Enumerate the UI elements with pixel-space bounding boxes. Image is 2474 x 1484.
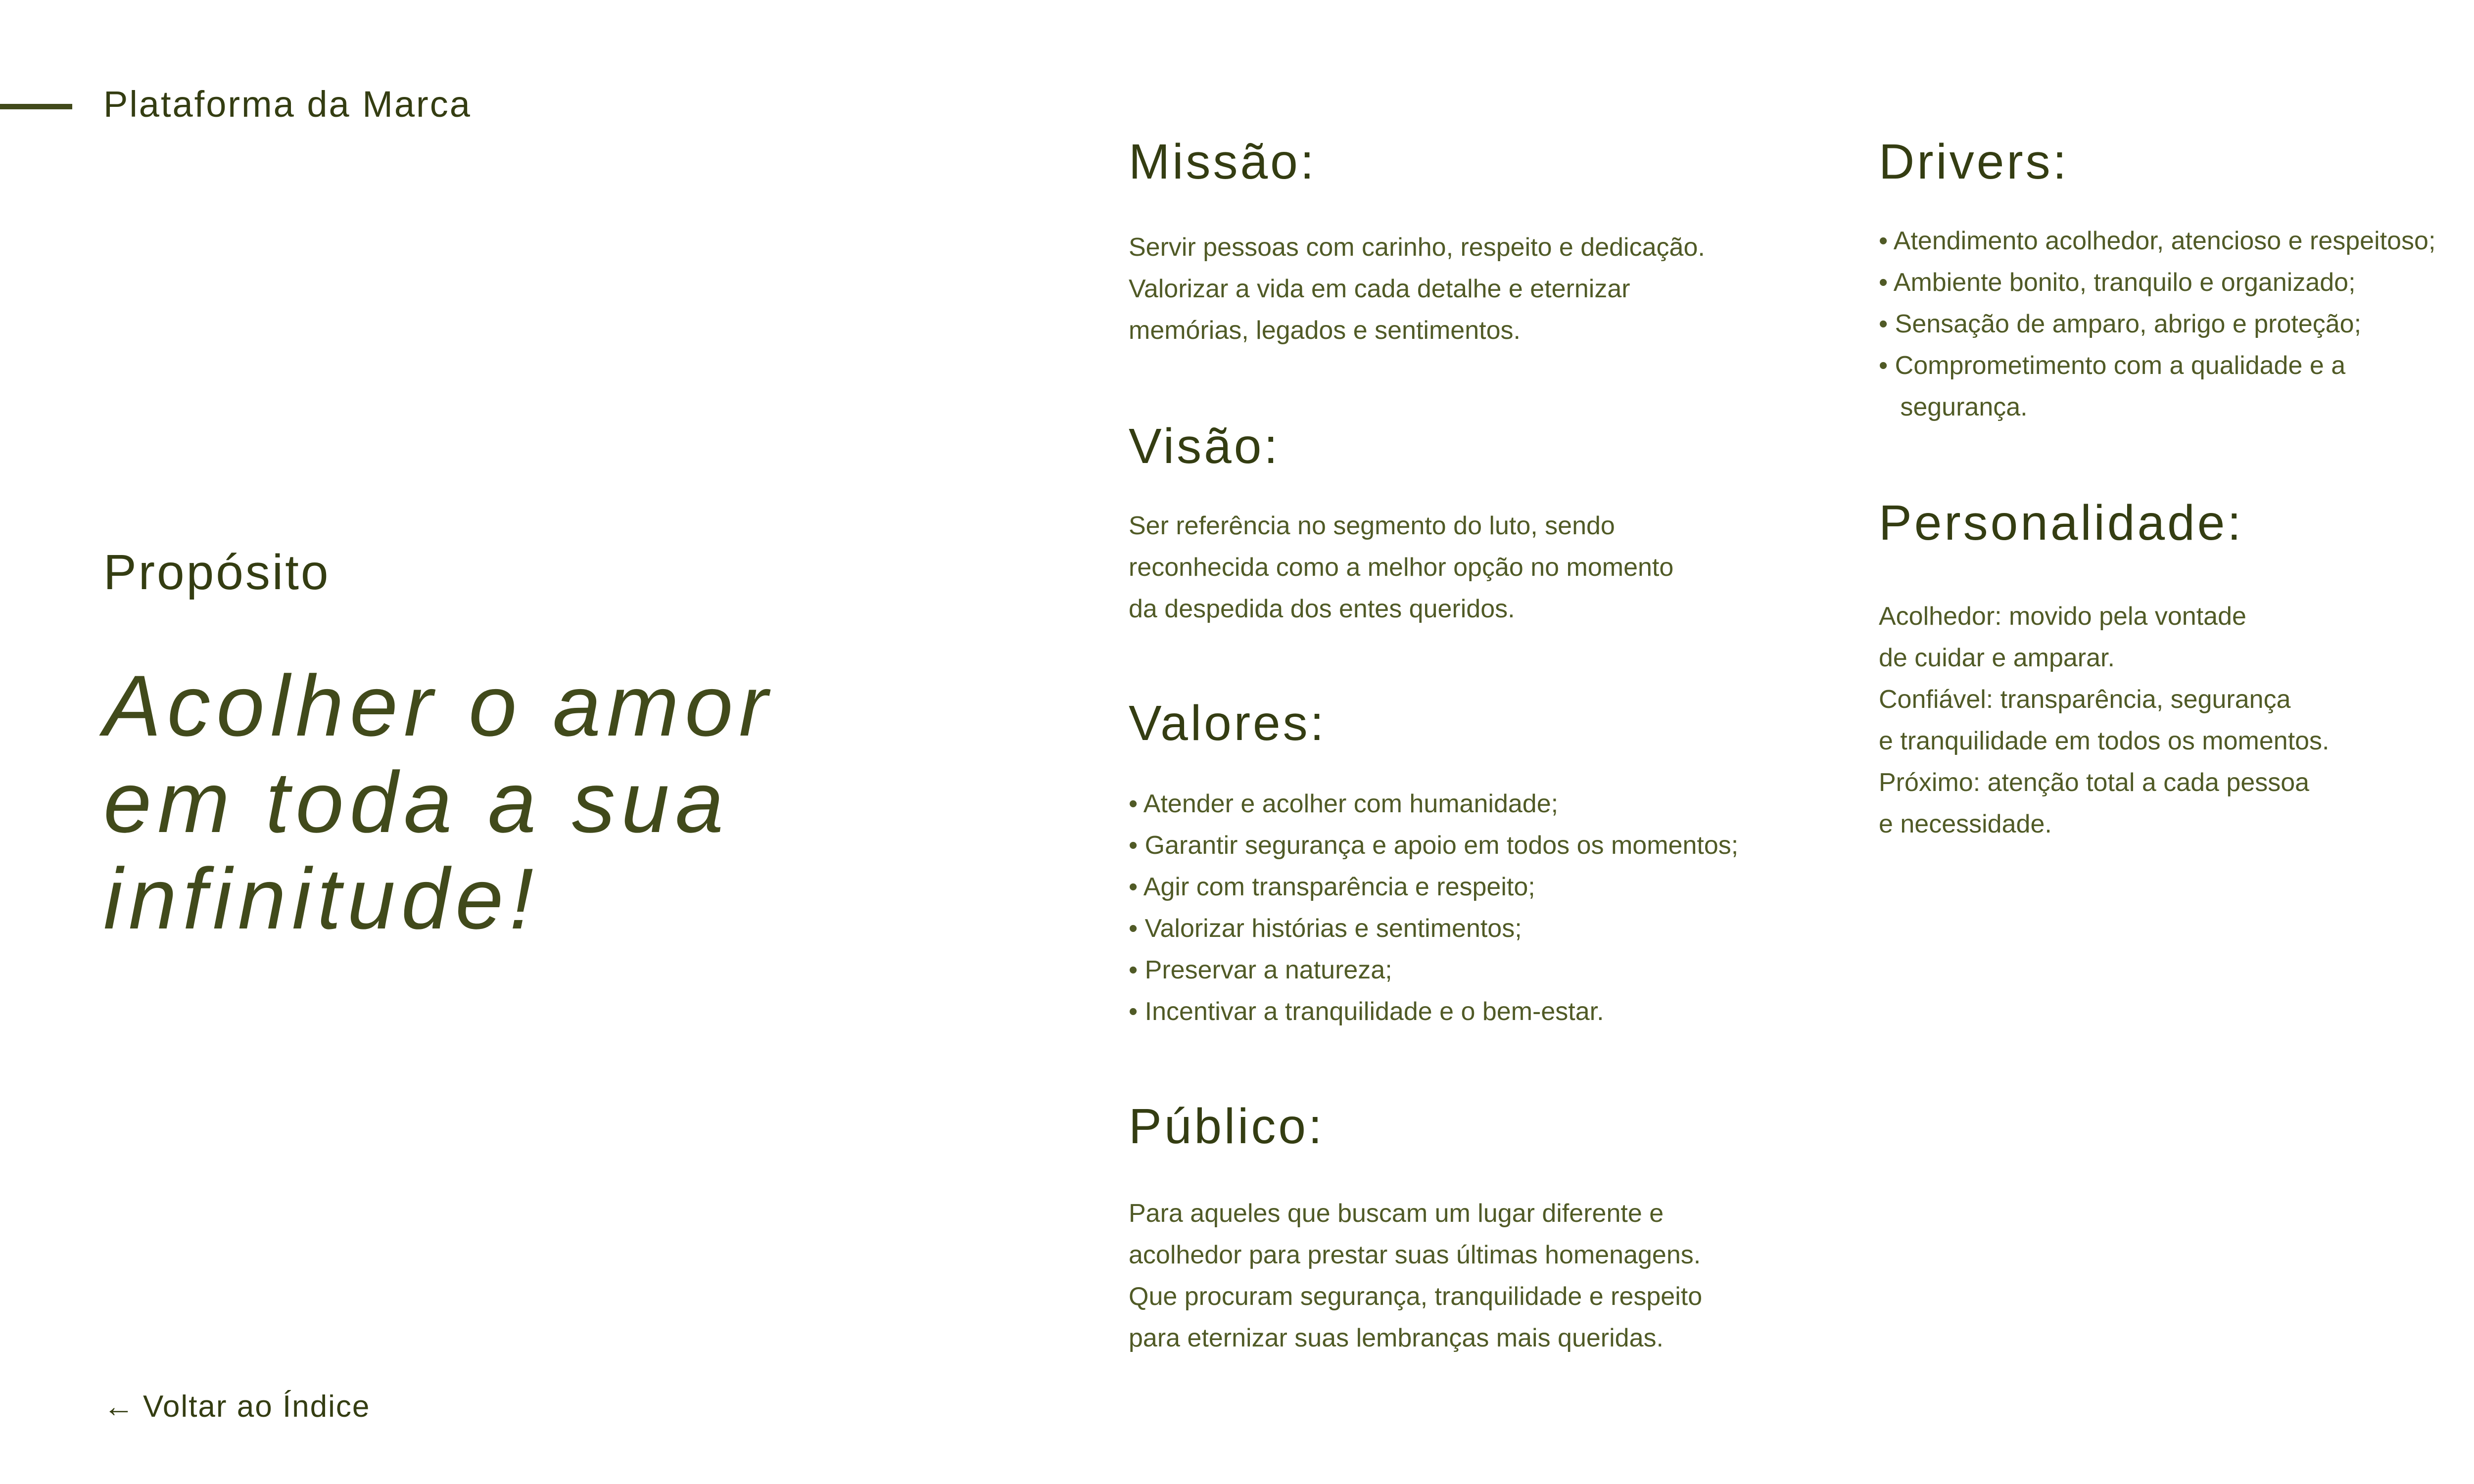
valores-item: • Atender e acolher com humanidade; (1129, 789, 1559, 818)
drivers-title: Drivers: (1879, 134, 2069, 189)
publico-line: Que procuram segurança, tranquilidade e respeito (1129, 1282, 1703, 1311)
arrow-left-icon: ← (103, 1390, 135, 1424)
personalidade-line: Próximo: atenção total a cada pessoa (1879, 768, 2310, 797)
personalidade-line: e tranquilidade em todos os momentos. (1879, 727, 2330, 755)
drivers-item: • Comprometimento com a qualidade e a (1879, 351, 2346, 380)
missao-body (1129, 227, 1705, 351)
personalidade-body (1879, 596, 2330, 845)
visao-line: Ser referência no segmento do luto, sendo (1129, 511, 1615, 540)
visao-line: reconhecida como a melhor opção no momento (1129, 553, 1674, 582)
valores-item: • Valorizar histórias e sentimentos; (1129, 914, 1522, 943)
missao-line: Valorizar a vida em cada detalhe e eternizar (1129, 275, 1630, 303)
valores-item: • Incentivar a tranquilidade e o bem-estar. (1129, 997, 1604, 1026)
publico-body (1129, 1193, 1702, 1359)
missao-line: memórias, legados e sentimentos. (1129, 316, 1521, 345)
personalidade-line: e necessidade. (1879, 810, 2052, 838)
missao-line: Servir pessoas com carinho, respeito e dedicação. (1129, 233, 1705, 262)
publico-line: acolhedor para prestar suas últimas homenagens. (1129, 1241, 1701, 1269)
drivers-item: • Sensação de amparo, abrigo e proteção; (1879, 310, 2362, 338)
drivers-item: segurança. (1879, 393, 2028, 421)
valores-item: • Agir com transparência e respeito; (1129, 873, 1535, 901)
valores-item: • Garantir segurança e apoio em todos os momentos; (1129, 831, 1739, 860)
back-to-index-link[interactable] (103, 1389, 370, 1424)
drivers-item: • Ambiente bonito, tranquilo e organizado; (1879, 268, 2356, 297)
valores-title: Valores: (1129, 696, 1327, 751)
visao-line: da despedida dos entes queridos. (1129, 595, 1515, 623)
purpose-line: infinitude! (103, 851, 540, 947)
missao-title: Missão: (1129, 134, 1317, 189)
personalidade-line: Confiável: transparência, segurança (1879, 685, 2291, 714)
drivers-item: • Atendimento acolhedor, atencioso e respeitoso; (1879, 227, 2436, 255)
page-title: Plataforma da Marca (103, 84, 472, 125)
visao-body (1129, 505, 1673, 630)
publico-line: para eternizar suas lembranças mais queridas. (1129, 1324, 1664, 1352)
valores-list (1129, 783, 1738, 1032)
purpose-statement (103, 658, 846, 947)
purpose-line: Acolher o amor (103, 658, 774, 754)
purpose-line: em toda a sua (103, 754, 730, 851)
publico-line: Para aqueles que buscam um lugar diferente e (1129, 1199, 1664, 1228)
back-to-index-label: Voltar ao Índice (143, 1390, 371, 1424)
valores-item: • Preservar a natureza; (1129, 956, 1392, 984)
personalidade-line: Acolhedor: movido pela vontade (1879, 602, 2246, 631)
purpose-label: Propósito (103, 545, 331, 600)
publico-title: Público: (1129, 1099, 1325, 1154)
header-accent-line (0, 104, 72, 109)
personalidade-line: de cuidar e amparar. (1879, 644, 2115, 672)
personalidade-title: Personalidade: (1879, 495, 2244, 551)
drivers-list (1879, 220, 2435, 428)
visao-title: Visão: (1129, 418, 1281, 474)
